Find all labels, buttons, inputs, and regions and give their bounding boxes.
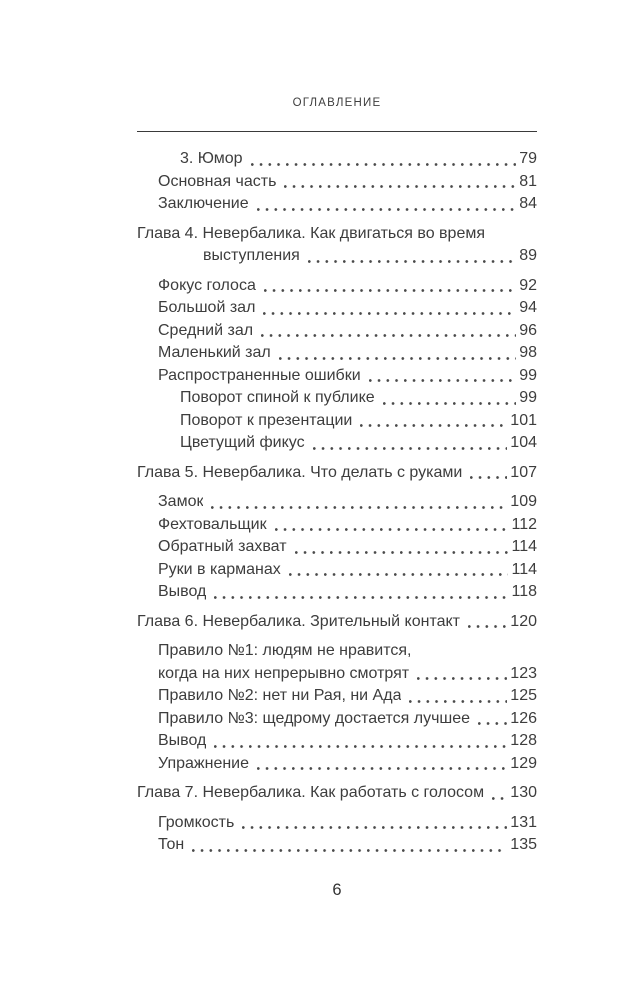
dot-leader <box>417 677 507 680</box>
toc-entry-title: Правило №3: щедрому достается лучшее <box>158 709 471 727</box>
toc-entry-page: 101 <box>510 411 537 429</box>
toc-entry-title: Поворот к презентации <box>180 411 353 429</box>
toc-entry <box>137 782 537 805</box>
toc-entry <box>137 559 537 582</box>
toc-entry-title: Маленький зал <box>158 344 271 361</box>
toc-entry-title: Правило №2: нет ни Рая, ни Ада <box>158 687 402 704</box>
toc-entry <box>137 536 537 559</box>
page-number: 6 <box>332 881 342 899</box>
toc-entry-page: 123 <box>510 664 537 682</box>
toc-entry-title: Цветущий фикус <box>180 434 305 451</box>
toc-entry-page: 96 <box>519 321 537 339</box>
toc-entry <box>137 640 537 663</box>
page-title: ОГЛАВЛЕНИЕ <box>292 97 382 109</box>
toc-entry-title: Обратный захват <box>158 538 287 555</box>
toc-entry-wrap-line <box>137 245 537 268</box>
toc-entry-page: 112 <box>511 515 537 533</box>
toc-entry-wrap-line <box>137 663 537 686</box>
toc-entry <box>137 171 537 194</box>
toc-entry-title: Средний зал <box>158 321 254 339</box>
toc-entry <box>137 834 537 857</box>
toc-entry <box>137 342 537 365</box>
toc-entry-page: 126 <box>510 709 537 727</box>
toc-entry <box>137 753 537 776</box>
dot-leader <box>257 767 507 770</box>
toc-entry-page: 118 <box>511 583 537 600</box>
dot-leader <box>211 506 507 509</box>
toc-entry-page: 81 <box>519 172 537 190</box>
dot-leader <box>251 163 517 166</box>
toc-entry <box>137 432 537 455</box>
dot-leader <box>295 551 509 554</box>
toc-entry-page: 114 <box>511 560 537 578</box>
dot-leader <box>263 312 516 315</box>
toc-entry-title: Вывод <box>158 583 207 600</box>
dot-leader <box>369 379 517 382</box>
toc-entry-title: Заключение <box>158 195 249 212</box>
toc-entry-title: Глава 7. Невербалика. Как работать с голосом <box>137 784 485 801</box>
toc-entry-page: 109 <box>510 493 537 510</box>
dot-leader <box>214 596 508 599</box>
dot-leader <box>470 476 507 479</box>
dot-leader <box>308 260 516 263</box>
toc-entry <box>137 297 537 320</box>
toc-entry-title: Фокус голоса <box>158 276 256 294</box>
dot-leader <box>275 528 509 531</box>
dot-leader <box>242 826 507 829</box>
toc-entry <box>137 730 537 753</box>
toc-list <box>137 148 537 857</box>
toc-entry-page: 99 <box>519 389 537 406</box>
toc-entry-page: 92 <box>519 276 537 294</box>
toc-entry-title: 3. Юмор <box>180 150 243 167</box>
toc-entry <box>137 223 537 246</box>
toc-entry <box>137 685 537 708</box>
toc-entry-title: Распространенные ошибки <box>158 366 361 384</box>
toc-entry-page: 128 <box>510 732 537 749</box>
toc-entry-title: Основная часть <box>158 172 277 190</box>
dot-leader <box>264 289 516 292</box>
toc-entry-page: 114 <box>511 538 537 555</box>
toc-entry-page: 98 <box>519 344 537 361</box>
toc-entry <box>137 708 537 731</box>
header-rule <box>137 131 537 132</box>
toc-entry-title: Глава 5. Невербалика. Что делать с руками <box>137 463 463 481</box>
dot-leader <box>261 334 516 337</box>
toc-entry-title: Руки в карманах <box>158 560 281 578</box>
toc-entry <box>137 611 537 634</box>
toc-entry-title: Замок <box>158 493 204 510</box>
toc-entry-title: Громкость <box>158 813 235 831</box>
toc-entry <box>137 581 537 604</box>
toc-entry-title: Упражнение <box>158 754 250 772</box>
toc-entry <box>137 812 537 835</box>
toc-entry-title: Поворот спиной к публике <box>180 389 375 406</box>
toc-entry-page: 130 <box>510 784 537 801</box>
toc-entry-page: 129 <box>510 754 537 772</box>
dot-leader <box>409 700 507 703</box>
toc-entry-title: Тон <box>158 836 185 853</box>
dot-leader <box>214 745 507 748</box>
toc-entry-page: 79 <box>519 150 537 167</box>
toc-entry-page: 107 <box>510 463 537 481</box>
toc-entry <box>137 410 537 433</box>
toc-entry-title: когда на них непрерывно смотрят <box>158 664 410 682</box>
dot-leader <box>289 573 509 576</box>
toc-entry <box>137 365 537 388</box>
toc-entry-page: 84 <box>519 195 537 212</box>
toc-entry-page: 120 <box>510 612 537 630</box>
toc-entry <box>137 387 537 410</box>
toc-entry-page: 99 <box>519 366 537 384</box>
dot-leader <box>279 357 517 360</box>
toc-entry-page: 89 <box>519 247 537 264</box>
dot-leader <box>383 402 517 405</box>
toc-entry <box>137 462 537 485</box>
toc-entry <box>137 514 537 537</box>
dot-leader <box>192 849 507 852</box>
dot-leader <box>360 424 507 427</box>
dot-leader <box>492 797 507 800</box>
toc-entry-page: 104 <box>510 434 537 451</box>
toc-entry-title: Большой зал <box>158 299 256 316</box>
dot-leader <box>257 208 517 211</box>
toc-entry <box>137 148 537 171</box>
dot-leader <box>468 625 507 628</box>
toc-entry-page: 125 <box>510 687 537 704</box>
toc-entry-title: Глава 4. Невербалика. Как двигаться во время <box>137 224 485 242</box>
toc-entry <box>137 320 537 343</box>
toc-entry <box>137 275 537 298</box>
toc-entry-title: Глава 6. Невербалика. Зрительный контакт <box>137 612 461 630</box>
toc-entry-title: Фехтовальщик <box>158 515 267 533</box>
toc-entry <box>137 193 537 216</box>
toc-entry-title: Вывод <box>158 732 207 749</box>
dot-leader <box>284 185 516 188</box>
toc-entry-page: 94 <box>519 299 537 316</box>
toc-entry-title: выступления <box>203 247 300 264</box>
dot-leader <box>478 722 507 725</box>
toc-entry-page: 135 <box>510 836 537 853</box>
toc-entry-page: 131 <box>510 813 537 831</box>
toc-entry <box>137 491 537 514</box>
toc-entry-title: Правило №1: людям не нравится, <box>158 642 412 659</box>
dot-leader <box>313 447 508 450</box>
